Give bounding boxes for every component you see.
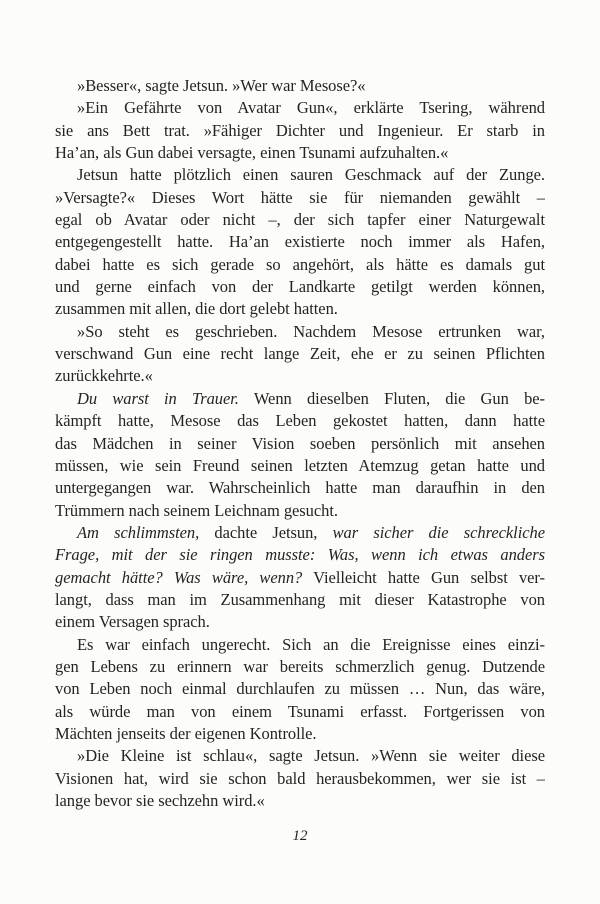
- text-run: Du warst in Trauer.: [77, 388, 239, 408]
- text-line: [55, 678, 545, 700]
- text-line: [55, 321, 545, 343]
- text-line: [55, 410, 545, 432]
- text-line: [55, 254, 545, 276]
- text-run: Ha’an, als Gun dabei versagte, einen Tsunami aufzuhalten.«: [55, 143, 449, 163]
- text-line: [55, 544, 545, 566]
- text-run: lange bevor sie sechzehn wird.«: [55, 791, 265, 810]
- paragraph: [55, 634, 545, 746]
- text-line: [55, 231, 545, 253]
- text-line: [55, 567, 545, 589]
- text-run: einem Versagen sprach.: [55, 612, 210, 632]
- text-line: [55, 634, 545, 656]
- text-line: [55, 656, 545, 678]
- paragraph: [55, 388, 545, 522]
- text-run: müssen, wie sein Freund seinen letzten Atemzug getan hatte und: [55, 455, 545, 475]
- text-run: Am schlimmsten,: [77, 522, 200, 542]
- text-line: [55, 164, 545, 186]
- text-run: Visionen hat, wird sie schon bald herausbekommen, wer sie ist –: [55, 768, 545, 788]
- text-run: war sicher die schreckliche: [332, 522, 545, 542]
- text-run: dabei hatte es sich gerade so angehört, als hätte es damals gut: [55, 254, 545, 274]
- text-run: und gerne einfach von der Landkarte getilgt werden können,: [55, 277, 545, 297]
- text-line: [55, 589, 545, 611]
- paragraph: [55, 75, 545, 97]
- text-run: verschwand Gun eine recht lange Zeit, ehe er zu seinen Pflichten: [55, 344, 545, 364]
- text-run: zurückkehrte.«: [55, 366, 153, 386]
- text-line: [55, 455, 545, 477]
- text-run: sie ans Bett trat. »Fähiger Dichter und Ingenieur. Er starb in: [55, 120, 545, 140]
- text-line: [55, 723, 545, 745]
- text-run: Wenn dieselben Fluten, die Gun be-: [238, 388, 545, 408]
- text-line: [55, 120, 545, 142]
- text-line: [55, 388, 545, 410]
- paragraph: [55, 745, 545, 812]
- text-line: [55, 745, 545, 767]
- text-run: entgegengestellt hatte. Ha’an existierte noch immer als Hafen,: [55, 232, 545, 252]
- body-text: [55, 75, 545, 812]
- text-line: [55, 522, 545, 544]
- text-run: »So steht es geschrieben. Nachdem Mesose ertrunken war,: [77, 321, 545, 341]
- text-run: »Besser«, sagte Jetsun. »Wer war Mesose?«: [77, 76, 366, 95]
- paragraph: [55, 97, 545, 164]
- text-line: [55, 276, 545, 298]
- text-run: zusammen mit allen, die dort gelebt hatten.: [55, 299, 338, 319]
- text-line: [55, 701, 545, 723]
- text-line: [55, 97, 545, 119]
- text-line: [55, 343, 545, 365]
- text-line: [55, 187, 545, 209]
- paragraph: [55, 522, 545, 634]
- page-number: 12: [292, 828, 308, 844]
- paragraph: [55, 321, 545, 388]
- text-line: [55, 142, 545, 164]
- text-run: als würde man von einem Tsunami erfasst. Fortgerissen von: [55, 701, 545, 721]
- text-run: Vielleicht hatte Gun selbst ver-: [302, 567, 545, 587]
- text-line: [55, 790, 545, 812]
- paragraph: [55, 164, 545, 320]
- text-run: Frage, mit der sie ringen musste: Was, wenn ich etwas anders: [55, 545, 545, 565]
- text-line: [55, 611, 545, 633]
- text-run: »Ein Gefährte von Avatar Gun«, erklärte Tsering, während: [77, 98, 545, 118]
- text-line: [55, 209, 545, 231]
- text-line: [55, 298, 545, 320]
- text-run: gemacht hätte? Was wäre, wenn?: [55, 567, 303, 587]
- text-run: egal ob Avatar oder nicht –, der sich tapfer einer Naturgewalt: [55, 210, 545, 230]
- text-run: das Mädchen in seiner Vision soeben persönlich mit ansehen: [55, 433, 545, 453]
- text-run: Jetsun hatte plötzlich einen sauren Geschmack auf der Zunge.: [77, 165, 545, 185]
- text-run: dachte Jetsun,: [199, 522, 333, 542]
- text-run: langt, dass man im Zusammenhang mit dieser Katastrophe von: [55, 589, 545, 609]
- text-line: [55, 365, 545, 387]
- text-line: [55, 477, 545, 499]
- text-line: [55, 500, 545, 522]
- text-run: kämpft hatte, Mesose das Leben gekostet hatten, dann hatte: [55, 411, 545, 431]
- text-run: Es war einfach ungerecht. Sich an die Ereignisse eines einzi-: [77, 634, 545, 654]
- text-run: von Leben noch einmal durchlaufen zu müssen … Nun, das wäre,: [55, 679, 545, 699]
- text-run: »Versagte?« Dieses Wort hätte sie für niemanden gewählt –: [55, 187, 545, 207]
- text-run: untergegangen war. Wahrscheinlich hatte man daraufhin in den: [55, 478, 545, 498]
- text-run: gen Lebens zu erinnern war bereits schmerzlich genug. Dutzende: [55, 656, 545, 676]
- text-line: [55, 768, 545, 790]
- text-run: Mächten jenseits der eigenen Kontrolle.: [55, 723, 317, 743]
- text-line: [55, 433, 545, 455]
- text-line: [55, 75, 545, 97]
- text-run: »Die Kleine ist schlau«, sagte Jetsun. »Wenn sie weiter diese: [77, 746, 545, 766]
- text-run: Trümmern nach seinem Leichnam gesucht.: [55, 500, 338, 520]
